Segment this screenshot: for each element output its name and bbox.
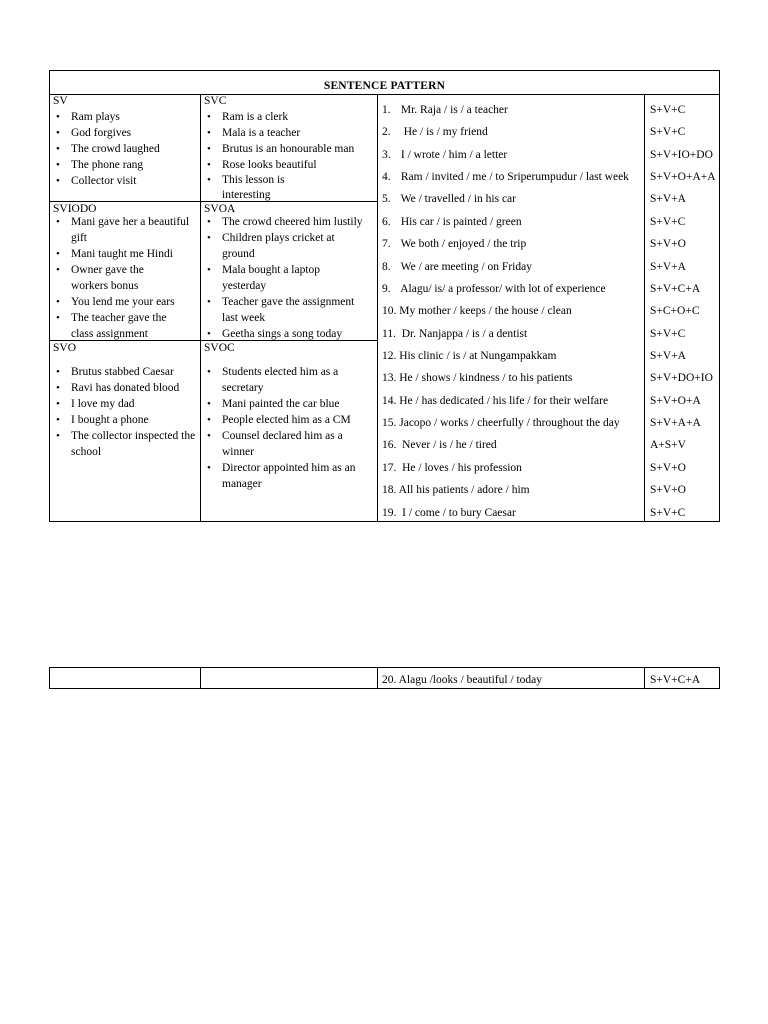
sentence-text: He / has dedicated / his life / for their welfare <box>399 395 609 407</box>
example-list <box>201 109 371 203</box>
sentence-text: He / shows / kindness / to his patients <box>399 372 573 384</box>
sentence-number: 15. <box>382 417 397 429</box>
sentence-number: 18. <box>382 484 397 496</box>
sentence-row <box>378 304 644 318</box>
list-item: • This lesson is interesting <box>201 173 297 203</box>
sentence-number: 17. <box>382 462 397 474</box>
sentence-text: His clinic / is / at Nungampakkam <box>399 350 557 362</box>
pattern-label: S+V+C <box>650 507 686 519</box>
sentence-number: 13. <box>382 372 397 384</box>
list-item: • Owner gave the workers bonus <box>50 262 181 294</box>
pattern-label: S+V+A+A <box>650 417 701 429</box>
list-item: • Geetha sings a song today <box>201 326 375 342</box>
sentence-text: His car / is painted / green <box>400 216 522 228</box>
category-sv <box>50 94 200 201</box>
sentence-row <box>378 371 644 385</box>
list-item: • Rose looks beautiful <box>201 157 371 173</box>
sentence-row <box>378 192 644 206</box>
sentence-text: I / wrote / him / a letter <box>400 149 508 161</box>
sentence-text: Jacopo / works / cheerfully / throughout the day <box>399 417 620 429</box>
list-item: • Mala is a teacher <box>201 125 371 141</box>
sentence-text: My mother / keeps / the house / clean <box>399 305 572 317</box>
pattern-label: S+V+C <box>650 328 686 340</box>
sentence-number: 14. <box>382 395 397 407</box>
example-list <box>50 109 198 189</box>
list-item: • Teacher gave the assignment last week <box>201 294 372 326</box>
list-item: • Collector visit <box>50 173 198 189</box>
pattern-label: S+V+IO+DO <box>650 149 713 161</box>
list-item: • I bought a phone <box>50 412 200 428</box>
sentence-text: Ram / invited / me / to Sriperumpudur / last week <box>400 171 629 183</box>
category-svo <box>50 341 200 522</box>
list-item: • Mani taught me Hindi <box>50 246 198 262</box>
sentence-number: 5. <box>382 193 391 205</box>
list-item: • Mani gave her a beautiful gift <box>50 214 198 246</box>
sentence-text: Never / is / he / tired <box>402 439 497 451</box>
sentence-row <box>378 394 644 408</box>
pattern-label: S+V+O+A+A <box>650 171 716 183</box>
list-item: • People elected him as a CM <box>201 412 351 428</box>
sentence-number: 9. <box>382 283 391 295</box>
pattern-column <box>645 94 719 522</box>
sentence-row <box>378 260 644 274</box>
sentence-row <box>378 438 644 452</box>
pattern-label: S+V+O <box>650 238 686 250</box>
sentence-number: 11. <box>382 328 396 340</box>
sentence-row <box>378 237 644 251</box>
category-label: SVOA <box>204 203 236 215</box>
sentence-number: 2. <box>382 126 391 138</box>
pattern-label: S+V+C+A <box>650 674 701 686</box>
pattern-label: S+V+O+A <box>650 395 701 407</box>
category-sviodo <box>50 202 200 340</box>
table-title: SENTENCE PATTERN <box>323 80 446 92</box>
sentence-number: 4. <box>382 171 391 183</box>
list-item: • Counsel declared him as a winner <box>201 428 352 460</box>
sentence-number: 6. <box>382 216 391 228</box>
list-item: • Director appointed him as an manager <box>201 460 362 492</box>
list-item: • The collector inspected the school <box>50 428 200 460</box>
sentence-text: Alagu /looks / beautiful / today <box>398 674 543 686</box>
category-label: SV <box>53 95 68 107</box>
pattern-label: S+V+C <box>650 126 686 138</box>
list-item: • I love my dad <box>50 396 200 412</box>
list-item: • Ram is a clerk <box>201 109 371 125</box>
pattern-label: S+V+A <box>650 350 686 362</box>
sentence-text: We both / enjoyed / the trip <box>400 238 527 250</box>
sentence-row <box>378 483 644 497</box>
list-item: • Ravi has donated blood <box>50 380 200 396</box>
sentence-row <box>378 506 644 520</box>
continuation-table <box>49 667 720 689</box>
sentence-row <box>378 327 644 341</box>
list-item: • The teacher gave the class assignment <box>50 310 176 342</box>
pattern-label: S+C+O+C <box>650 305 700 317</box>
sentence-pattern-table <box>49 70 720 522</box>
pattern-label: S+V+C <box>650 216 686 228</box>
example-list <box>201 364 356 492</box>
pattern-label: S+V+A <box>650 261 686 273</box>
sentence-text: Mr. Raja / is / a teacher <box>400 104 508 116</box>
sentence-number: 16. <box>382 439 397 451</box>
list-item: • The crowd cheered him lustily <box>201 214 375 230</box>
list-item: • Children plays cricket at ground <box>201 230 362 262</box>
sentence-number: 1. <box>382 104 391 116</box>
sentence-row <box>378 148 644 162</box>
sentence-row <box>378 215 644 229</box>
sentence-text: I / come / to bury Caesar <box>402 507 516 519</box>
category-svoa <box>201 202 377 340</box>
list-item: • You lend me your ears <box>50 294 198 310</box>
category-svc <box>201 94 377 201</box>
sentence-number: 7. <box>382 238 391 250</box>
col-divider-1 <box>200 668 201 688</box>
sentence-row <box>378 282 644 296</box>
pattern-label: S+V+C+A <box>650 283 701 295</box>
sentence-text: Alagu/ is/ a professor/ with lot of experience <box>400 283 606 295</box>
example-list <box>201 214 375 342</box>
list-item: • The crowd laughed <box>50 141 198 157</box>
sentence-text: He / loves / his profession <box>402 462 522 474</box>
sentence-text: All his patients / adore / him <box>398 484 530 496</box>
sentence-column <box>378 94 644 522</box>
sentence-number: 3. <box>382 149 391 161</box>
sentence-text: Dr. Nanjappa / is / a dentist <box>401 328 528 340</box>
sentence-row <box>378 125 644 139</box>
sentence-number: 20. <box>382 674 397 686</box>
list-item: • Students elected him as a secretary <box>201 364 352 396</box>
pattern-label: S+V+DO+IO <box>650 372 713 384</box>
sentence-number: 19. <box>382 507 397 519</box>
pattern-label: S+V+A <box>650 193 686 205</box>
example-list <box>50 364 200 460</box>
sentence-text: He / is / my friend <box>403 126 488 138</box>
list-item: • Mani painted the car blue <box>201 396 351 412</box>
category-label: SVOC <box>204 342 235 354</box>
sentence-text: We / travelled / in his car <box>400 193 516 205</box>
list-item: • Ram plays <box>50 109 198 125</box>
example-list <box>50 214 198 342</box>
pattern-label: S+V+C <box>650 104 686 116</box>
sentence-row <box>378 103 644 117</box>
list-item: • The phone rang <box>50 157 198 173</box>
pattern-label: S+V+O <box>650 484 686 496</box>
sentence-text: We / are meeting / on Friday <box>400 261 532 273</box>
category-label: SVO <box>53 342 77 354</box>
sentence-row <box>378 461 644 475</box>
pattern-label: S+V+O <box>650 462 686 474</box>
list-item: • Mala bought a laptop yesterday <box>201 262 342 294</box>
category-svoc <box>201 341 377 522</box>
pattern-label: A+S+V <box>650 439 686 451</box>
sentence-number: 12. <box>382 350 397 362</box>
list-item: • Brutus is an honourable man <box>201 141 371 157</box>
category-label: SVC <box>204 95 227 107</box>
col-divider-2 <box>377 668 378 688</box>
list-item: • Brutus stabbed Caesar <box>50 364 200 380</box>
category-label: SVIODO <box>53 203 97 215</box>
sentence-number: 8. <box>382 261 391 273</box>
sentence-row <box>378 416 644 430</box>
list-item: • God forgives <box>50 125 198 141</box>
sentence-row <box>378 170 644 184</box>
sentence-row <box>378 349 644 363</box>
sentence-number: 10. <box>382 305 397 317</box>
